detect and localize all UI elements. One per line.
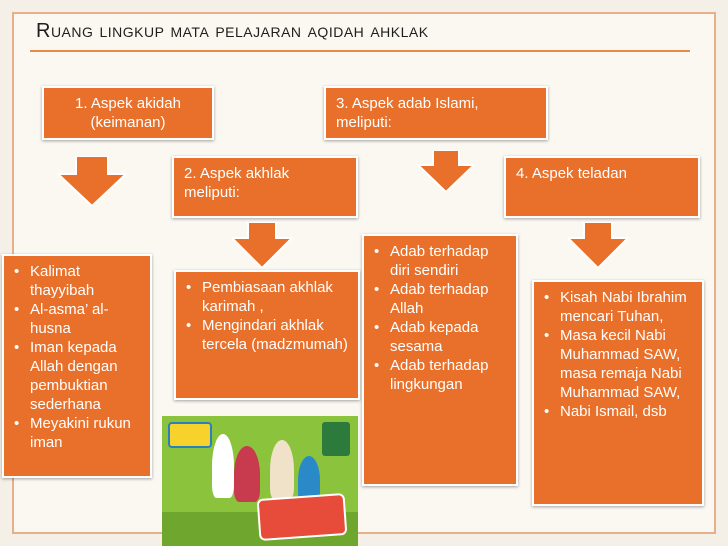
- header-aspek-akhlak-label: 2. Aspek akhlak meliputi:: [184, 165, 290, 201]
- figure-person: [234, 446, 260, 502]
- down-arrow-icon: [418, 150, 474, 192]
- book-cover-illustration: [162, 416, 358, 546]
- header-aspek-teladan-label: 4. Aspek teladan: [516, 165, 627, 182]
- list-item: • Adab terhadap lingkungan: [368, 356, 510, 394]
- down-arrow-icon: [568, 222, 628, 268]
- list-adab: [362, 234, 518, 486]
- list-item: • Adab terhadap Allah: [368, 280, 510, 318]
- list-item: • Meyakini rukun iman: [8, 414, 144, 452]
- figure-person: [212, 434, 234, 498]
- list-item: • Pembiasaan akhlak karimah ,: [180, 278, 352, 316]
- list-item: • Adab terhadap diri sendiri: [368, 242, 510, 280]
- list-item: • Kisah Nabi Ibrahim mencari Tuhan,: [538, 288, 696, 326]
- list-akidah: [2, 254, 152, 478]
- header-aspek-adab: [324, 86, 548, 140]
- slide-title: Ruang lingkup mata pelajaran aqidah ahklak: [36, 20, 429, 42]
- header-aspek-teladan: [504, 156, 700, 218]
- down-arrow-icon: [232, 222, 292, 268]
- list-akhlak: [174, 270, 360, 400]
- list-item: • Mengindari akhlak tercela (madzmumah): [180, 316, 352, 354]
- figure-person: [270, 440, 294, 500]
- header-aspek-akhlak: [172, 156, 358, 218]
- list-item: • Al-asma’ al-husna: [8, 300, 144, 338]
- title-underline: [30, 50, 690, 52]
- header-aspek-akidah: [42, 86, 214, 140]
- list-item: • Iman kepada Allah dengan pembuktian sederhana: [8, 338, 144, 414]
- list-teladan: [532, 280, 704, 506]
- down-arrow-icon: [58, 156, 126, 206]
- book-logo: [168, 422, 212, 448]
- list-item: • Masa kecil Nabi Muhammad SAW, masa remaja Nabi Muhammad SAW,: [538, 326, 696, 402]
- list-item: • Kalimat thayyibah: [8, 262, 144, 300]
- book-badge: [322, 422, 350, 456]
- header-aspek-akidah-label: 1. Aspek akidah (keimanan): [75, 95, 181, 131]
- list-item: • Nabi Ismail, dsb: [538, 402, 696, 421]
- book-title-plate: [257, 493, 348, 541]
- list-item: • Adab kepada sesama: [368, 318, 510, 356]
- header-aspek-adab-label: 3. Aspek adab Islami, meliputi:: [336, 95, 479, 131]
